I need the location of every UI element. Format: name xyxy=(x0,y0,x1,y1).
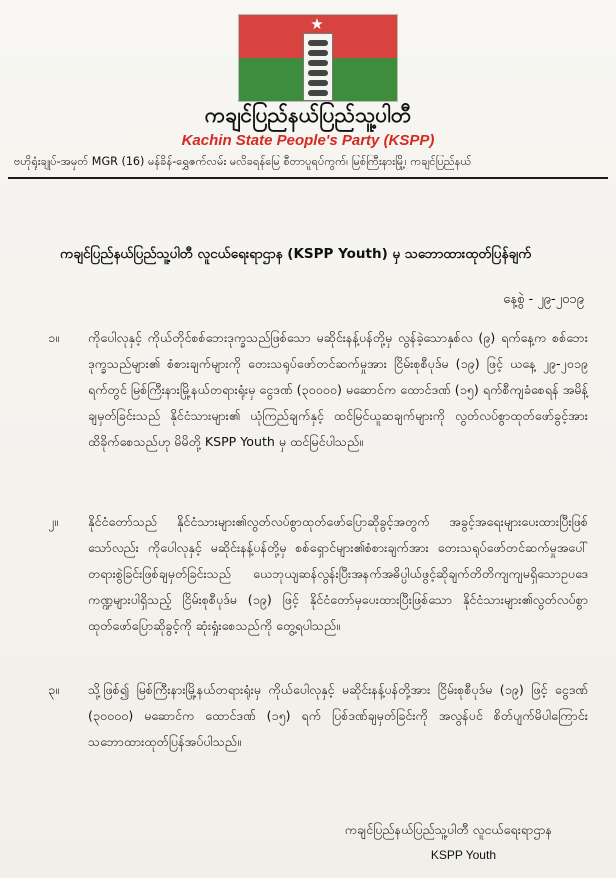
paragraph-text: ကိုပေါလုနှင့် ကိုယ်တိုင်စစ်ဘေးဒုက္ခသည်ဖြစ်သော မဆိုင်းနန့်ပန်တို့မှ လွန်ခဲ့သောနှစ်လ (၉) ရက်နေ့က စစ်ဘေးဒုက္ခသည်များ၏ စံစားချက်များကို တေးသရုပ်ဖော်တင်ဆက်မှုအား ငြိမ်းစုစီပုဒ်မ (၁၉) ဖြင့် ယနေ့ ၂၉-၂၀၁၉ ရက်တွင် မြစ်ကြီးနားမြို့နယ်တရားရုံးမှ ငွေဒဏ် (၃၀၀၀၀) မဆောင်က ထောင်ဒဏ် (၁၅) ရက်စီကျခံစေရန် အမိန့်ချမှတ်ခြင်းသည် နိုင်ငံသားများ၏ ယုံကြည်ချက်နှင့် ထင်မြင်ယူဆချက်များကို လွတ်လပ်စွာထုတ်ဖော်ခွင့်အား ထိခိုက်စေသည်ဟု မိမိတို့ KSPP Youth မှ ထင်မြင်ပါသည်။ xyxy=(88,330,588,449)
paragraph-2 xyxy=(48,509,588,639)
party-name-english: Kachin State People's Party (KSPP) xyxy=(181,132,435,149)
party-flag-logo xyxy=(238,14,398,102)
paragraph-number: ၁။ xyxy=(48,330,59,345)
paragraph-text: သို့ဖြစ်၍ မြစ်ကြီးနားမြို့နယ်တရားရုံးမှ ကိုယ်ပေါလုနှင့် မဆိုင်းနန့်ပန်တို့အား ငြိမ်းစုစီပုဒ်မ (၁၉) ဖြင့် ငွေဒဏ် (၃၀၀၀၀) မဆောင်က ထောင်ဒဏ် (၁၅) ရက် ပြစ်ဒဏ်ချမှတ်ခြင်းကို အလွန်ပင် စိတ်ပျက်မိပါကြောင်း သဘောထားထုတ်ပြန်အပ်ပါသည်။ xyxy=(88,682,588,749)
statement-date: နေ့စွဲ - ၂၉-၂၀၁၉ xyxy=(503,292,584,307)
header-divider xyxy=(8,177,608,179)
paragraph-text: နိုင်ငံတော်သည် နိုင်ငံသားများ၏လွတ်လပ်စွာထုတ်ဖော်ပြောဆိုခွင့်အတွက် အခွင့်အရေးများပေးထားပြီးဖြစ်သော်လည်း ကိုပေါလုနှင့် မဆိုင်းနန့်ပန်တို့မှ စစ်ရှောင်များ၏စံစားချက်အား တေးသရုပ်ဖော်တင်ဆက်မှုအပေါ် တရားစွဲခြင်းဖြစ်ချမှတ်ခြင်းသည် ယေဘုယျဆန်လွန်းပြီးအနက်အဓိပ္ပါယ်ဖွင့်ဆိုချက်တိတိကျကျမရှိသောဥပဒေကဏ္ဍများပါရှိသည့် ငြိမ်းစုစီပုဒ်မ (၁၉) ဖြင့် နိုင်ငံတော်မှပေးထားပြီးဖြစ်သော နိုင်ငံသားများ၏လွတ်လပ်စွာထုတ်ဖော်ပြောဆိုခွင့်ကို ဆုံးရှုံးစေသည်ကို တွေ့ရပါသည်။ xyxy=(88,514,588,633)
party-address: ဗဟိုရုံးချုပ်-အမှတ် MGR (16) မန်ခိန်-ရွှေဇက်လမ်း မလိခရန်မြေ စီတာပူရပ်ကွက်၊ မြစ်ကြီးနားမြို့၊ ကချင်ပြည်နယ် xyxy=(14,155,472,168)
statement-subject: ကချင်ပြည်နယ်ပြည်သူ့ပါတီ လူငယ်ရေးရာဌာန (KSPP Youth) မှ သဘောထားထုတ်ပြန်ချက် xyxy=(60,246,532,262)
paragraph-number: ၃။ xyxy=(48,682,59,697)
paragraph-number: ၂။ xyxy=(48,514,58,529)
paragraph-3 xyxy=(48,677,588,755)
signature-english: KSPP Youth xyxy=(430,848,496,862)
emblem-icon xyxy=(303,33,333,101)
star-icon: ★ xyxy=(310,15,324,33)
signature-department: ကချင်ပြည်နယ်ပြည်သူ့ပါတီ လူငယ်ရေးရာဌာန xyxy=(344,822,552,837)
paragraph-1 xyxy=(48,325,588,455)
party-name-myanmar: ကချင်ပြည်နယ်ပြည်သူ့ပါတီ xyxy=(204,103,412,127)
